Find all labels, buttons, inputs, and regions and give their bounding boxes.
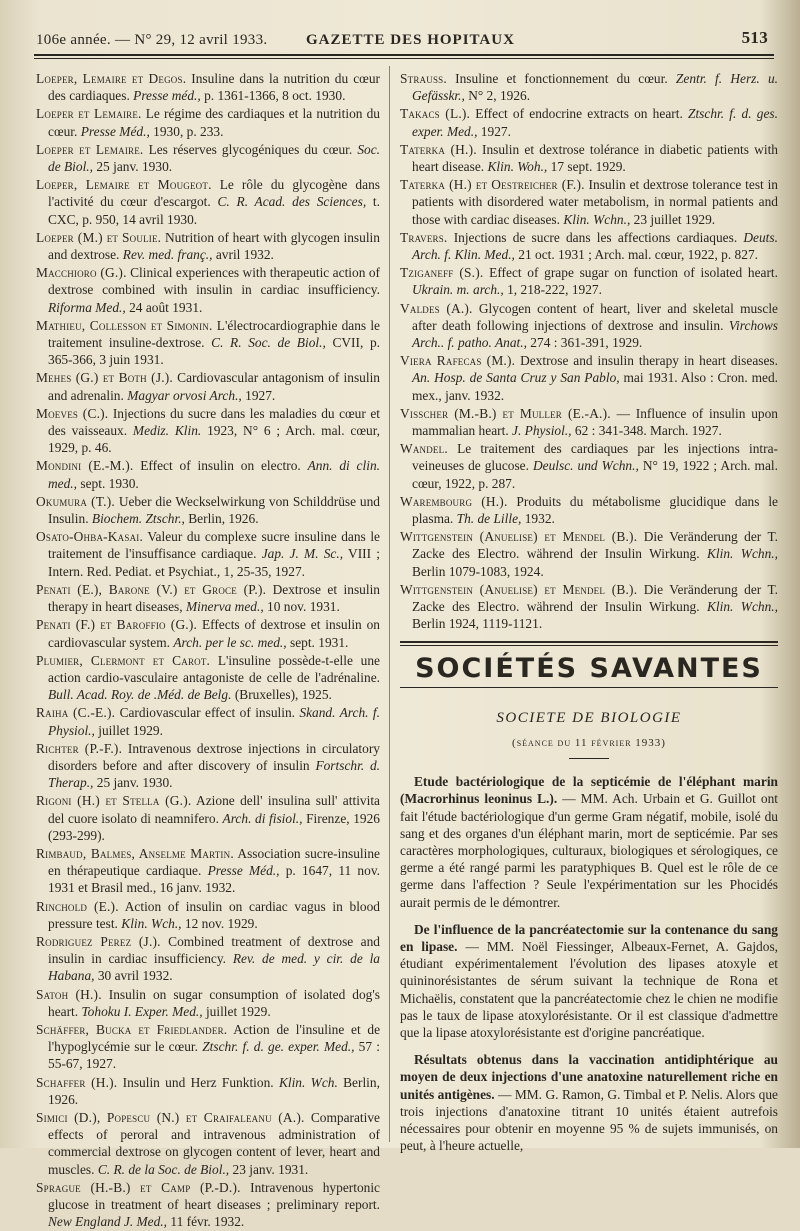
reference-title: Intravenous dextrose injections in circulatory disorders before and after discovery of insulin [48, 740, 381, 773]
reference-source: Klin. Woh., [487, 159, 548, 175]
reference-details: 1932. [524, 511, 555, 527]
journal-title: GAZETTE DES HOPITAUX [306, 32, 515, 48]
reference-title: Comparative effects of peroral and intravenous administration of commercial dextrose on glycogen content of lever, heart and muscles. [48, 1109, 380, 1177]
issue-line: 106e année. — N° 29, 12 avril 1933. [36, 32, 268, 48]
reference-entry [36, 740, 380, 792]
reference-title: Produits du métabolisme glucidique dans le plasma. [412, 493, 778, 527]
reference-source: Bull. Acad. Roy. de .Méd. de Belg. [48, 687, 232, 703]
reference-title: Dextrose and insulin therapy in heart diseases. [520, 353, 778, 369]
reference-details: 11 févr. 1932. [170, 1214, 245, 1230]
reference-title: Ueber die Weckselwirkung von Schilddrüse und Insulin. [48, 493, 380, 527]
reference-details: 30 avril 1932. [97, 968, 173, 984]
society-name: SOCIETE DE BIOLOGIE [496, 709, 682, 726]
reference-entry [36, 652, 380, 704]
reference-authors: Penati (E.), Barone (V.) et Groce (P.). [36, 581, 267, 597]
reference-details: 10 nov. 1931. [267, 599, 340, 615]
reference-entry [400, 405, 778, 439]
reference-details: N° 2, 1926. [468, 88, 531, 104]
reference-details: 1927. [245, 387, 276, 403]
reference-entry [400, 528, 778, 580]
reference-details: 1930, p. 233. [153, 123, 224, 139]
reference-details: 21 oct. 1931 ; Arch. mal. cœur, 1922, p. 827. [518, 247, 758, 263]
reference-source: Th. de Lille, [456, 511, 522, 527]
reference-authors: Raiha (C.-E.). [36, 705, 116, 721]
section-rule [400, 641, 778, 646]
reference-source: Deuts. Arch. f. Klin. Med., [412, 229, 778, 263]
reference-title: Cardiovascular antagonism of insulin and adrenalin. [48, 370, 380, 403]
reference-title: L'électrocardiographie dans le traitement insuline-dextrose. [48, 317, 380, 351]
reference-title: Effect of grape sugar on function of isolated heart. [489, 265, 778, 281]
reference-authors: Satoh (H.). [36, 986, 102, 1002]
reference-authors: Mehes (G.) et Both (J.). [36, 370, 173, 386]
reference-entry [36, 264, 380, 316]
reference-details: sept. 1931. [289, 634, 349, 650]
reference-authors: Plumier, Clermont et Carot. [36, 652, 211, 668]
reference-title: Le traitement des cardiaques par les injections intra-veineuses de glucose. [412, 441, 778, 474]
reference-authors: Macchioro (G.). [36, 265, 127, 281]
reference-authors: Loeper (M.) et Soulie. [36, 229, 162, 245]
reference-entry [36, 704, 380, 738]
reference-entry [36, 493, 380, 527]
reference-authors: Tziganeff (S.). [400, 265, 484, 281]
reference-authors: Sprague (H.-B.) et Camp (P.-D.). [36, 1179, 241, 1195]
reference-entry [400, 440, 778, 492]
reference-entry [400, 352, 778, 404]
reference-authors: Osato-Ohba-Kasai. [36, 529, 144, 545]
reference-authors: Moeves (C.). [36, 405, 109, 421]
reference-source: Ukrain. m. arch., [412, 282, 504, 298]
reference-title: Le régime des cardiaques et la nutrition du cœur. [48, 106, 380, 139]
reference-title: Insulin und Herz Funktion. [122, 1074, 274, 1090]
reference-details: mai 1931. Also : Cron. med. mex., janv. 1932. [412, 370, 778, 403]
reference-entry [36, 229, 380, 263]
reference-title: Insuline dans la nutrition du cœur des cardiaques. [48, 71, 380, 104]
reference-details: t. CXC, p. 950, 14 avril 1930. [48, 194, 380, 227]
reference-title: Valeur du complexe sucre insuline dans le traitement de l'insuffisance cardiaque. [48, 529, 380, 562]
reference-entry [36, 1109, 380, 1178]
reference-authors: Mondini (E.-M.). [36, 458, 134, 474]
reference-source: Klin. Wchn., [563, 211, 631, 227]
reference-title: Injections de sucre dans les affections cardiaques. [453, 229, 738, 245]
reference-source: Presse Méd., [80, 123, 150, 139]
reference-entry [400, 493, 778, 527]
reference-source: Biochem. Ztschr., [91, 511, 185, 527]
reference-title: Insuline et fonctionnement du cœur. [455, 71, 668, 86]
reference-details: 17 sept. 1929. [550, 159, 626, 175]
reference-source: Presse Méd., [207, 863, 280, 879]
right-column [400, 70, 778, 1164]
reference-details: sept. 1930. [80, 475, 139, 491]
report-body: — MM. G. Ramon, G. Timbal et P. Nelis. Alors que trois injections d'anatoxine titrant 10 unités étaient autrefois nécessaires pour obtenir en moyenne 95 % de sujets immunisés, on peut, à l'heure actuelle, [400, 1086, 778, 1154]
report-heading: Etude bactériologique de la septicémie de l'éléphant marin (Macrorhinus leoninus L.). [400, 774, 778, 807]
reference-entry [36, 105, 380, 139]
reference-authors: Wandel. [400, 441, 448, 457]
reference-details: 23 janv. 1931. [232, 1161, 309, 1177]
reference-details: 57 : 55-67, 1927. [48, 1039, 380, 1072]
session-reports [400, 773, 778, 1154]
reference-title: Clinical experiences with therapeutic action of dextrose combined with insulin in cardiac insufficiency. [48, 265, 380, 298]
reference-authors: Viera Rafecas (M.). [400, 353, 516, 369]
reference-title: Glycogen content of heart, liver and skeletal muscle after death following injections of dextrose and insulin. [412, 300, 778, 333]
reference-authors: Rinchold (E.). [36, 898, 119, 914]
column-divider [389, 66, 390, 1142]
reference-title: Les réserves glycogéniques du cœur. [148, 141, 353, 157]
reference-details: 23 juillet 1929. [633, 211, 716, 227]
reference-details: N° 19, 1922 ; Arch. mal. cœur, 1922, p. 287. [412, 458, 778, 491]
section-title-rule [400, 687, 778, 688]
reference-entry [400, 264, 778, 298]
reference-title: Cardiovascular effect of insulin. [119, 705, 295, 721]
reference-source: Arch. di fisiol., [222, 810, 303, 826]
reference-source: Klin. Wch. [278, 1074, 338, 1090]
reference-entry [36, 457, 380, 491]
reference-authors: Richter (P.-F.). [36, 740, 123, 756]
reference-details: 1, 218-222, 1927. [507, 282, 602, 298]
reference-entry [400, 581, 778, 633]
reference-authors: Mathieu, Collesson et Simonin. [36, 317, 213, 333]
reference-source: New England J. Med., [48, 1214, 168, 1230]
reference-title: Combined treatment of dextrose and insulin in cardiac insufficiency. [48, 933, 380, 967]
reference-details: 1927. [480, 123, 511, 139]
reference-authors: Schaffer (H.). [36, 1074, 118, 1090]
reference-authors: Travers. [400, 229, 448, 245]
reference-details: 12 nov. 1929. [184, 915, 258, 931]
reference-title: Insulin et dextrose tolerance test in patients with disordered water metabolism, in normal patients and those with cardiac diseases. [412, 177, 778, 227]
reference-details: p. 1647, 11 nov. 1931 et Brasil med., 16 janv. 1932. [48, 863, 380, 896]
report-heading: Résultats obtenus dans la vaccination antidiphtérique au moyen de deux injections d'une anatoxine naturellement riche en unités antigènes. [400, 1052, 778, 1102]
reference-source: C. R. Soc. de Biol., [211, 335, 326, 351]
reference-authors: Schäffer, Bucka et Friedlander. [36, 1021, 228, 1037]
reference-title: Nutrition of heart with glycogen insulin and dextrose. [48, 229, 380, 263]
reference-source: An. Hosp. de Santa Cruz y San Pablo, [412, 370, 620, 386]
reference-authors: Taterka (H.). [400, 141, 477, 157]
report-body: — MM. Noël Fiessinger, Albeaux-Fernet, A. Gajdos, étudiant expérimentalement l'évolution des lipases atoxyle et quininorésistantes de sérum suivant la technique de Rona et Michaëlis, constatent que la pancréatectomie chez le chien ne modifie pas le taux de lipase atoxylorésistante. Or il est classique d'admettre que la lipase atoxylorésistante est d'origine pancréatique. [400, 938, 778, 1040]
reference-title: Intravenous hypertonic glucose in treatment of heart diseases ; preliminary report. [48, 1179, 381, 1212]
reference-authors: Loeper, Lemaire et Mougeot. [36, 177, 212, 193]
reference-details: Berlin, 1926. [48, 1074, 380, 1107]
reference-details: (Bruxelles), 1925. [234, 687, 332, 703]
reference-source: Ztschr. f. d. ge. exper. Med., [202, 1039, 355, 1055]
reference-title: Die Veränderung der T. Zacke des Electro. während der Insulin Wirkung. [412, 581, 779, 615]
reference-title: Insulin on sugar consumption of isolated dog's heart. [48, 986, 380, 1019]
report-heading: De l'influence de la pancréatectomie sur la contenance du sang en lipase. [400, 921, 778, 954]
reference-source: Virchows Arch.. f. patho. Anat., [412, 317, 778, 351]
reference-details: 274 : 361-391, 1929. [530, 335, 643, 351]
reference-title: — Influence of insulin upon mammalian heart. [412, 405, 778, 439]
reference-source: Klin. Wch., [121, 915, 182, 931]
reference-title: Azione dell' insulina sull' attivita del cuore isolato di neamnifero. [48, 793, 380, 826]
reference-entry [36, 986, 380, 1020]
reference-details: 62 : 341-348. March. 1927. [574, 423, 722, 439]
reference-entry [36, 616, 380, 650]
section-title: SOCIÉTÉS SAVANTES [415, 652, 763, 684]
reference-title: Dextrose et insulin therapy in heart diseases, [48, 581, 380, 615]
reference-source: Skand. Arch. f. Physiol., [48, 705, 380, 738]
reference-source: Klin. Wchn., [706, 599, 778, 615]
report-paragraph [400, 921, 778, 1041]
reference-entry [400, 70, 778, 104]
reference-source: Ztschr. f. d. ges. exper. Med., [412, 106, 778, 139]
report-paragraph [400, 1051, 778, 1154]
reference-entry [36, 369, 380, 403]
reference-authors: Rimbaud, Balmes, Anselme Martin. [36, 845, 234, 861]
reference-entry [36, 1179, 380, 1231]
reference-authors: Okumura (T.). [36, 493, 115, 509]
reference-details: 25 janv. 1930. [96, 159, 173, 175]
reference-source: J. Physiol., [512, 423, 572, 439]
reference-source: Minerva med., [185, 599, 264, 615]
reference-details: CVII, p. 365-366, 3 juin 1931. [48, 335, 380, 368]
reference-authors: Penati (F.) et Baroffio (G.). [36, 617, 198, 633]
reference-source: Ann. di clin. med., [48, 458, 380, 491]
header-rule [34, 54, 774, 59]
reference-source: C. R. de la Soc. de Biol., [97, 1161, 230, 1177]
right-column-references [400, 70, 778, 633]
reference-entry [400, 229, 778, 263]
reference-authors: Visscher (M.-B.) et Muller (E.-A.). [400, 405, 611, 421]
reference-details: 25 janv. 1930. [96, 775, 173, 791]
reference-entry [36, 898, 380, 932]
reference-details: Berlin 1079-1083, 1924. [412, 563, 544, 579]
reference-source: Rev. de med. y cir. de la Habana, [48, 951, 380, 984]
reference-details: 1923, N° 6 ; Arch. mal. cœur, 1929, p. 46. [48, 423, 380, 456]
reference-entry [36, 405, 380, 457]
reference-source: Soc. de Biol., [48, 141, 380, 175]
reference-entry [400, 300, 778, 352]
reference-title: Injections du sucre dans les maladies du cœur et des vaisseaux. [48, 405, 380, 439]
reference-title: Effect of insulin on electro. [140, 458, 301, 474]
reference-source: Fortschr. d. Therap., [48, 757, 381, 791]
short-rule [569, 758, 609, 759]
reference-entry [400, 176, 778, 228]
reference-source: Presse méd., [133, 88, 201, 104]
reference-source: C. R. Acad. des Sciences, [217, 194, 367, 210]
reference-details: avril 1932. [215, 247, 274, 263]
reference-entry [36, 845, 380, 897]
reference-source: Mediz. Klin. [132, 423, 202, 439]
reference-authors: Warembourg (H.). [400, 493, 508, 509]
reference-authors: Rodriguez Perez (J.). [36, 933, 161, 949]
reference-source: Tohoku I. Exper. Med., [81, 1003, 203, 1019]
reference-source: Magyar orvosi Arch., [127, 387, 242, 403]
reference-details: 24 août 1931. [129, 299, 203, 315]
report-body: — MM. Ach. Urbain et G. Guillot ont fait l'étude bactériologique d'un germe Gram négatif, mobile, isolé du sang et des organes d'un éléphant marin, mort de septicémie. Par ses caractères morphologiques, culturaux, biologiques et sérologiques, ce germe a été rangé parmi les paratyphiques B. Quel est le rôle de ce germe dans l'affection ? Seule l'expérimentation sur les Phocidés aurait permis de le démontrer. [400, 791, 779, 910]
reference-title: Action of insulin on cardiac vagus in blood pressure test. [48, 898, 380, 931]
reference-entry [400, 105, 778, 139]
reference-entry [36, 141, 380, 175]
reference-authors: Rigoni (H.) et Stella (G.). [36, 793, 192, 809]
reference-entry [36, 70, 380, 104]
reference-authors: Simici (D.), Popescu (N.) et Craifaleanu (A.). [36, 1109, 305, 1125]
reference-details: VIII ; Intern. Red. Pediat. et Psychiat., 1, 25-35, 1927. [48, 546, 380, 579]
reference-details: Firenze, 1926 (293-299). [48, 810, 380, 843]
reference-entry [400, 141, 778, 175]
reference-entry [36, 792, 380, 844]
reference-title: Association sucre-insuline en thérapeutique cardiaque. [48, 845, 381, 879]
reference-authors: Wittgenstein (Anuelise) et Mendel (B.). [400, 529, 638, 545]
reference-title: Effect of endocrine extracts on heart. [475, 106, 683, 122]
reference-entry [36, 317, 380, 369]
reference-source: Riforma Med., [48, 299, 126, 315]
reference-details: juillet 1929. [98, 722, 163, 738]
reference-entry [36, 933, 380, 985]
reference-authors: Valdes (A.). [400, 300, 473, 316]
reference-details: Berlin, 1926. [188, 511, 259, 527]
reference-title: Insulin et dextrose tolérance in diabetic patients with heart disease. [412, 141, 778, 175]
reference-source: Zentr. f. Herz. u. Gefässkr., [412, 71, 778, 104]
reference-details: p. 1361-1366, 8 oct. 1930. [204, 88, 346, 104]
session-date: (séance du 11 février 1933) [512, 736, 666, 749]
reference-entry [36, 1021, 380, 1073]
reference-entry [36, 176, 380, 228]
reference-entry [36, 581, 380, 615]
reference-title: Effects of dextrose et insulin on cardiovascular system. [48, 617, 380, 650]
reference-details: Berlin 1924, 1119-1121. [412, 616, 543, 632]
reference-authors: Strauss. [400, 71, 447, 86]
reference-source: Rev. med. franç., [122, 247, 213, 263]
reference-authors: Loeper, Lemaire et Degos. [36, 71, 187, 86]
reference-source: Klin. Wchn., [706, 546, 778, 562]
reference-entry [36, 1074, 380, 1108]
reference-authors: Loeper et Lemaire. [36, 106, 142, 122]
reference-authors: Takacs (L.). [400, 106, 471, 122]
page-number: 513 [741, 28, 768, 47]
reference-details: juillet 1929. [205, 1003, 271, 1019]
reference-title: L'insuline possède-t-elle une action cardio-vasculaire antagoniste de celle de l'adrénaline. [48, 652, 380, 685]
reference-source: Deulsc. und Wchn., [533, 458, 639, 474]
reference-title: Action de l'insuline et de l'hypoglycémie sur le cœur. [48, 1021, 381, 1055]
reference-title: Le rôle du glycogène dans l'activité du cœur d'escargot. [48, 177, 380, 210]
left-column-references [36, 70, 380, 1231]
report-paragraph [400, 773, 778, 911]
reference-source: Arch. per le sc. med., [173, 634, 287, 650]
reference-title: Die Veränderung der T. Zacke des Electro. während der Insulin Wirkung. [412, 529, 779, 562]
reference-authors: Taterka (H.) et Oestreicher (F.). [400, 177, 585, 193]
reference-entry [36, 528, 380, 580]
reference-authors: Loeper et Lemaire. [36, 141, 144, 157]
reference-authors: Wittgenstein (Anuelise) et Mendel (B.). [400, 581, 638, 597]
reference-source: Jap. J. M. Sc., [261, 546, 344, 562]
